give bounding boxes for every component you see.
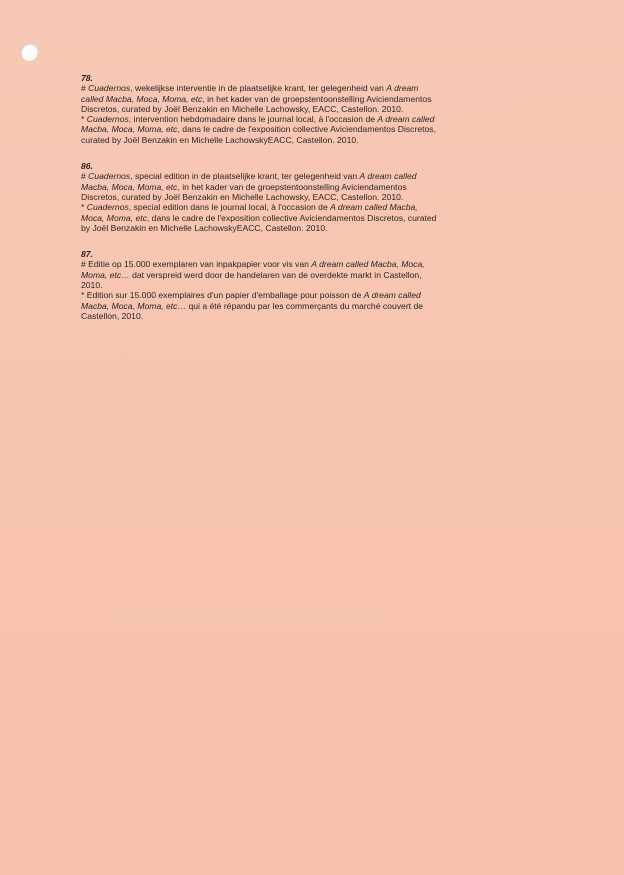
entry-text-dutch: # Editie op 15.000 exemplaren van inpakpapier voor vis van A dream called Macba, Moca, Moma, etc… dat verspreid werd door de handelaren van de overdekte markt in Castellon, 2010. (81, 259, 425, 291)
entry-86 (81, 161, 441, 233)
entry-text-dutch: # Cuadernos, special edition in de plaatselijke krant, ter gelegenheid van A dream called Macba, Moca, Moma, etc, in het kader van de groepstentoonstelling Aviciendamentos Discretos, curated by Joël Benzakin en Michelle Lachowsky, EACC, Castellon. 2010. (81, 171, 417, 202)
entry-number: 87. (81, 249, 93, 260)
entry-78 (81, 73, 441, 145)
entries-list (81, 73, 441, 337)
entry-text-french: * Cuadernos, special edition dans le journal local, à l'occasion de A dream called Macba, Moca, Moma, etc, dans le cadre de l'exposition collective Aviciendamentos Discretos, curated by Joël Benzakin en Michelle LachowskyEACC, Castellon. 2010. (81, 202, 437, 233)
entry-text-dutch: # Cuadernos, wekelijkse interventie in de plaatselijke krant, ter gelegenheid van A dream called Macba, Moca, Moma, etc, in het kader van de groepstentoonstelling Aviciendamentos Discretos, curated by Joël Benzakin en Michelle Lachowsky, EACC, Castellon. 2010. (81, 83, 432, 114)
entry-number: 78. (81, 73, 93, 83)
punch-hole (20, 43, 38, 61)
entry-text-french: * Cuadernos, intervention hebdomadaire dans le journal local, à l'occasion de A dream called Macba, Moca, Moma, etc, dans le cadre de l'exposition collective Aviciendamentos Discretos, curated by Joël Benzakin en Michelle LachowskyEACC, Castellon. 2010. (81, 114, 436, 145)
entry-number: 86. (81, 161, 93, 172)
entry-text-french: * Edition sur 15.000 exemplaires d'un papier d'emballage pour poisson de A dream called Macba, Moca, Moma, etc… qui a été répandu par les commerçants du marché couvert de Castellon, 2010. (81, 290, 424, 321)
entry-87 (81, 249, 441, 321)
